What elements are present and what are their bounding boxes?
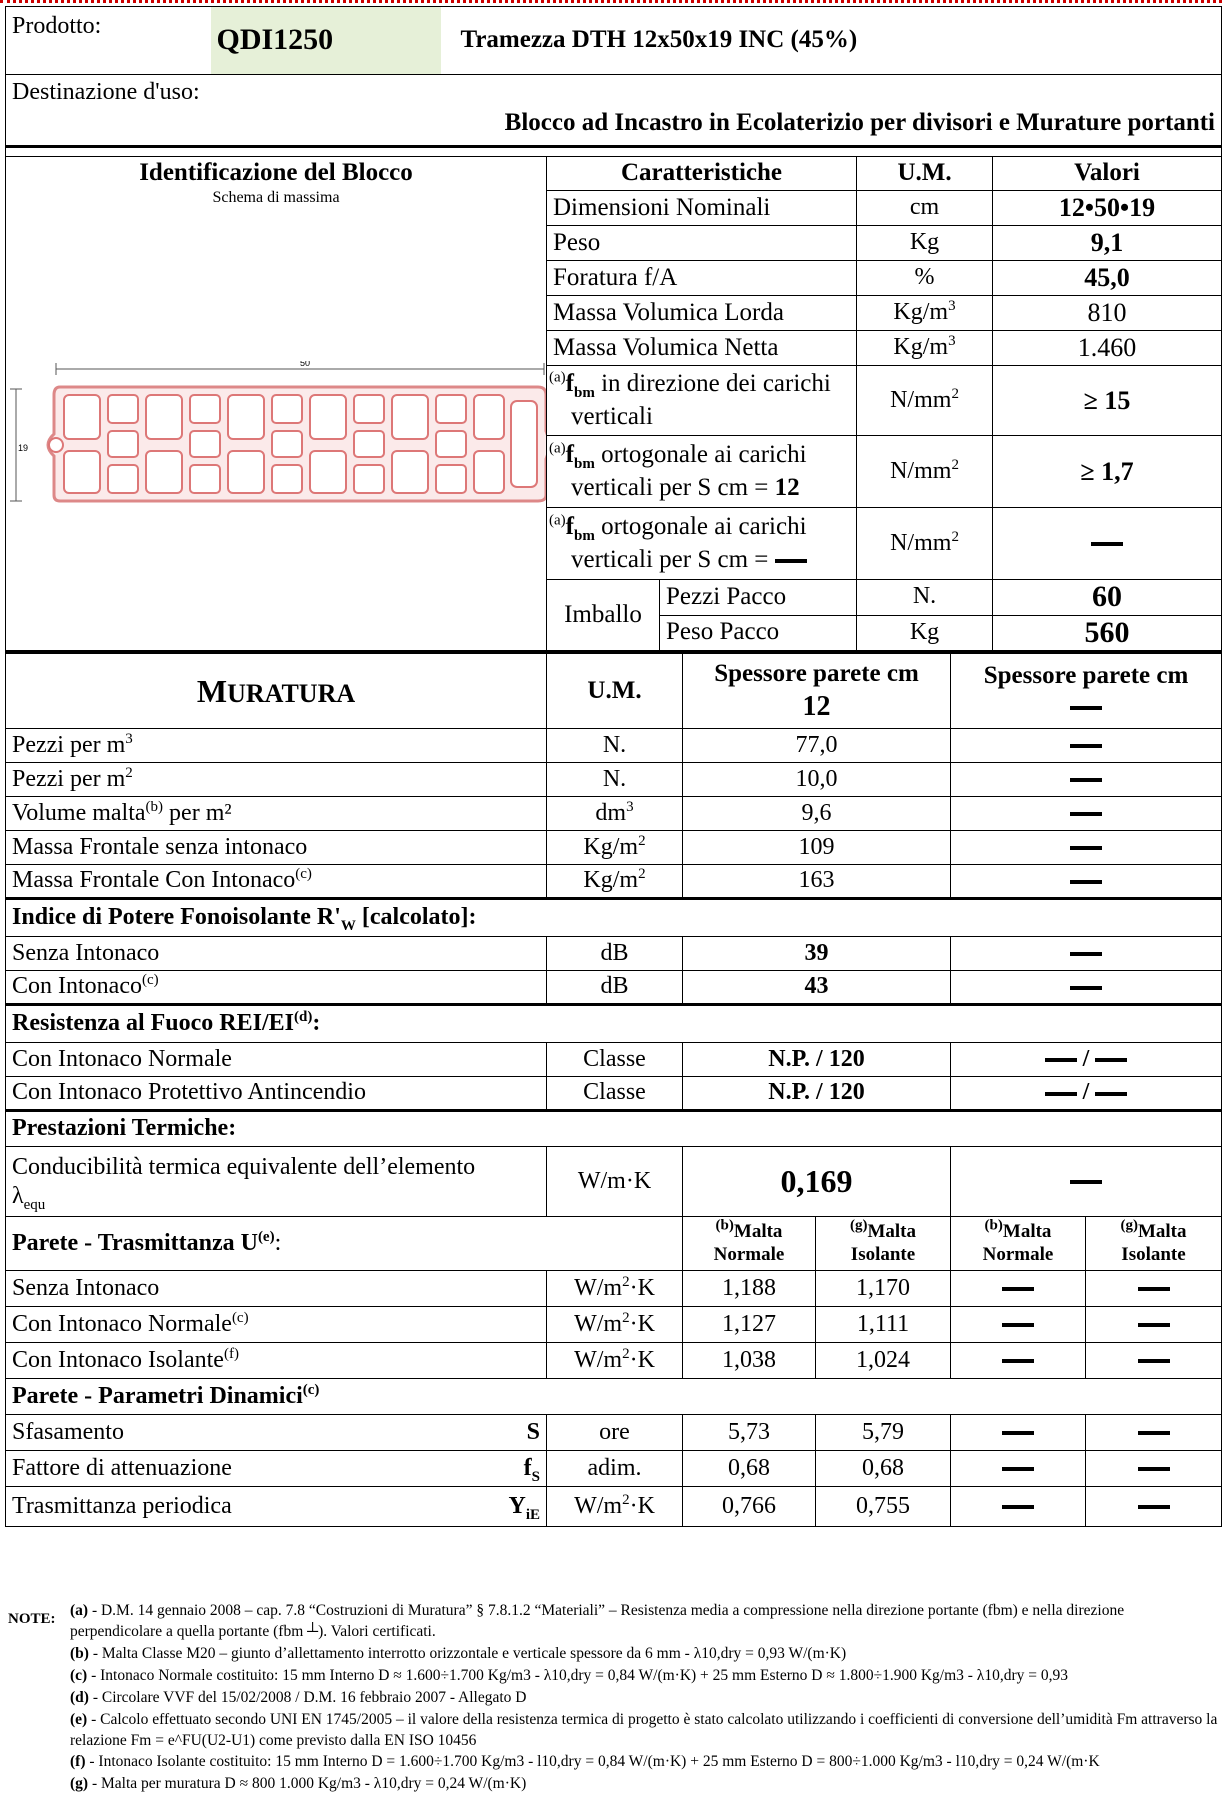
mur-na-2 bbox=[951, 797, 1222, 831]
prodotto-label: Prodotto: bbox=[6, 7, 211, 75]
fuoco-um-1: Classe bbox=[547, 1077, 683, 1111]
fbm-label-2: $^{(a)}f_{bm}$ ortogonale ai carichi verticali per S cm = bbox=[547, 508, 857, 580]
din-na1-1 bbox=[951, 1451, 1086, 1487]
din-na1-2 bbox=[951, 1487, 1086, 1527]
dash bbox=[775, 559, 807, 563]
mur-label-4: Massa Frontale Con Intonaco$^{(c)}$ bbox=[6, 865, 547, 899]
trasm-na1-2 bbox=[951, 1343, 1086, 1379]
fono-label-0: Senza Intonaco bbox=[6, 937, 547, 971]
fono-um-0: dB bbox=[547, 937, 683, 971]
mur-um-4: $Kg/m^2$ bbox=[547, 865, 683, 899]
fuoco-na-0: / bbox=[951, 1043, 1222, 1077]
fono-value-1: 43 bbox=[683, 971, 951, 1005]
fuoco-value-1: N.P. / 120 bbox=[683, 1077, 951, 1111]
char-um-1: Kg bbox=[857, 226, 993, 261]
mur-label-2: Volume malta$^{(b)}$ per m² bbox=[6, 797, 547, 831]
trasm-head-2: $^{(b)}$Malta Normale bbox=[951, 1217, 1086, 1271]
top-dotted-border bbox=[0, 0, 1222, 3]
cond-um: W/m·K bbox=[547, 1147, 683, 1217]
fono-value-0: 39 bbox=[683, 937, 951, 971]
trasm-v1-0: 1,188 bbox=[683, 1271, 816, 1307]
col-caratteristiche: Caratteristiche bbox=[547, 157, 857, 191]
datasheet bbox=[5, 6, 1222, 1527]
dash bbox=[1138, 1467, 1170, 1471]
schema-label: Schema di massima bbox=[212, 188, 340, 206]
din-v1-1: 0,68 bbox=[683, 1451, 816, 1487]
note-c: (c) - Intonaco Normale costituito: 15 mm Interno D ≈ 1.600÷1.700 Kg/m3 - λ10,dry = 0,84 W/(m·K) + 25 mm Esterno D ≈ 1.800÷1.900 Kg/m3 - λ10,dry = 0,93 bbox=[70, 1666, 1068, 1684]
trasm-na1-0 bbox=[951, 1271, 1086, 1307]
char-label-0: Dimensioni Nominali bbox=[547, 191, 857, 226]
fbm-um-0: $N/mm^2$ bbox=[857, 366, 993, 436]
mur-label-3: Massa Frontale senza intonaco bbox=[6, 831, 547, 865]
trasm-v1-2: 1,038 bbox=[683, 1343, 816, 1379]
dash bbox=[1002, 1467, 1034, 1471]
block-table bbox=[5, 156, 1222, 651]
fuoco-value-0: N.P. / 120 bbox=[683, 1043, 951, 1077]
dash bbox=[1045, 1092, 1077, 1096]
dash bbox=[1070, 952, 1102, 956]
muratura-table bbox=[5, 651, 1222, 1527]
dash bbox=[1095, 1092, 1127, 1096]
trasm-na2-0 bbox=[1086, 1271, 1222, 1307]
mur-um-2: $dm^3$ bbox=[547, 797, 683, 831]
dim-height: 19 bbox=[18, 442, 29, 453]
imballo-um-1: Kg bbox=[857, 615, 993, 651]
imballo-label-1: Peso Pacco bbox=[660, 615, 857, 651]
dash bbox=[1070, 1180, 1102, 1184]
col-valori: Valori bbox=[993, 157, 1222, 191]
din-v2-0: 5,79 bbox=[816, 1415, 951, 1451]
fbm-value-1: ≥ 1,7 bbox=[993, 436, 1222, 508]
note-e: (e) - Calcolo effettuato secondo UNI EN 1745/2005 – il valore della resistenza termica di progetto è stato calcolato utilizzando i coefficienti di conversione dell’umidità Fm attraverso la relazione Fm = e^FU(U2-U1) come previsto dalla EN ISO 10456 bbox=[70, 1710, 1218, 1749]
mur-value-2: 9,6 bbox=[683, 797, 951, 831]
dash bbox=[1070, 986, 1102, 990]
notes-label: NOTE: bbox=[8, 1611, 56, 1627]
dash bbox=[1070, 778, 1102, 782]
din-label-1: Fattore di attenuazione $f_S$ bbox=[6, 1451, 547, 1487]
fono-na-1 bbox=[951, 971, 1222, 1005]
dash bbox=[1138, 1431, 1170, 1435]
cond-label: Conducibilità termica equivalente dell’elemento $\lambda_{equ}$ bbox=[6, 1147, 547, 1217]
fono-um-1: dB bbox=[547, 971, 683, 1005]
dinamici-title: Parete - Parametri Dinamici$^{(c)}$ bbox=[6, 1379, 1222, 1415]
mur-value-0: 77,0 bbox=[683, 729, 951, 763]
imballo-label-0: Pezzi Pacco bbox=[660, 580, 857, 616]
muratura-title: MURATURA bbox=[6, 653, 547, 729]
mur-value-4: 163 bbox=[683, 865, 951, 899]
cond-na bbox=[951, 1147, 1222, 1217]
mur-na-0 bbox=[951, 729, 1222, 763]
mur-value-1: 10,0 bbox=[683, 763, 951, 797]
mur-label-0: Pezzi per $m^3$ bbox=[6, 729, 547, 763]
din-um-2: $W/m^2\cdot K$ bbox=[547, 1487, 683, 1527]
din-label-2: Trasmittanza periodica $Y_{iE}$ bbox=[6, 1487, 547, 1527]
din-um-1: adim. bbox=[547, 1451, 683, 1487]
muratura-um: U.M. bbox=[547, 653, 683, 729]
dash bbox=[1091, 542, 1123, 546]
trasm-head-1: $^{(g)}$Malta Isolante bbox=[816, 1217, 951, 1271]
destinazione-row bbox=[6, 75, 1222, 147]
char-value-0: 12•50•19 bbox=[993, 191, 1222, 226]
termiche-title: Prestazioni Termiche: bbox=[6, 1111, 1222, 1147]
destinazione-label: Destinazione d'uso: bbox=[12, 79, 200, 105]
din-label-0: Sfasamento S bbox=[6, 1415, 547, 1451]
dash bbox=[1070, 880, 1102, 884]
din-na1-0 bbox=[951, 1415, 1086, 1451]
fono-label-1: Con Intonaco$^{(c)}$ bbox=[6, 971, 547, 1005]
din-sym-1: $f_S$ bbox=[523, 1454, 540, 1485]
col-um: U.M. bbox=[857, 157, 993, 191]
trasm-label-1: Con Intonaco Normale$^{(c)}$ bbox=[6, 1307, 547, 1343]
mur-label-1: Pezzi per $m^2$ bbox=[6, 763, 547, 797]
imballo-value-1: 560 bbox=[993, 615, 1222, 651]
fuoco-label-1: Con Intonaco Protettivo Antincendio bbox=[6, 1077, 547, 1111]
col-spessore-12: Spessore parete cm 12 bbox=[683, 653, 951, 729]
dash bbox=[1138, 1359, 1170, 1363]
trasm-label-2: Con Intonaco Isolante$^{(f)}$ bbox=[6, 1343, 547, 1379]
trasm-na1-1 bbox=[951, 1307, 1086, 1343]
char-label-4: Massa Volumica Netta bbox=[547, 331, 857, 366]
din-na2-1 bbox=[1086, 1451, 1222, 1487]
fono-na-0 bbox=[951, 937, 1222, 971]
dash bbox=[1002, 1505, 1034, 1509]
din-um-0: ore bbox=[547, 1415, 683, 1451]
char-value-1: 9,1 bbox=[993, 226, 1222, 261]
product-code: QDI1250 bbox=[211, 7, 441, 75]
header-table bbox=[5, 6, 1222, 148]
dash bbox=[1138, 1505, 1170, 1509]
dash bbox=[1138, 1287, 1170, 1291]
trasm-um-1: $W/m^2\cdot K$ bbox=[547, 1307, 683, 1343]
trasm-title: Parete - Trasmittanza $U^{(e)}$: bbox=[6, 1217, 683, 1271]
fuoco-label-0: Con Intonaco Normale bbox=[6, 1043, 547, 1077]
char-label-3: Massa Volumica Lorda bbox=[547, 296, 857, 331]
block-drawing-cell bbox=[6, 188, 547, 651]
char-um-4: $Kg/m^3$ bbox=[857, 331, 993, 366]
trasm-head-3: $^{(g)}$Malta Isolante bbox=[1086, 1217, 1222, 1271]
mur-um-3: $Kg/m^2$ bbox=[547, 831, 683, 865]
trasm-um-2: $W/m^2\cdot K$ bbox=[547, 1343, 683, 1379]
mur-value-3: 109 bbox=[683, 831, 951, 865]
note-a: (a) - D.M. 14 gennaio 2008 – cap. 7.8 “Costruzioni di Muratura” § 7.8.1.2 “Materiali” – Resistenza media a compressione nella direzione portante (fbm) e nella direzione perpendicolare a quella portante (fbm ┴). Valori certificati. bbox=[70, 1602, 1125, 1640]
dash bbox=[1002, 1359, 1034, 1363]
mur-na-4 bbox=[951, 865, 1222, 899]
char-um-3: $Kg/m^3$ bbox=[857, 296, 993, 331]
trasm-head-0: $^{(b)}$Malta Normale bbox=[683, 1217, 816, 1271]
trasm-na2-1 bbox=[1086, 1307, 1222, 1343]
dash bbox=[1002, 1287, 1034, 1291]
ident-title: Identificazione del Blocco bbox=[6, 157, 547, 191]
din-v1-2: 0,766 bbox=[683, 1487, 816, 1527]
destinazione-value: Blocco ad Incastro in Ecolaterizio per divisori e Murature portanti bbox=[504, 108, 1215, 136]
imballo-um-0: N. bbox=[857, 580, 993, 616]
din-sym-0: S bbox=[526, 1418, 540, 1445]
fbm-label-1: $^{(a)}f_{bm}$ ortogonale ai carichi verticali per S cm = 12 bbox=[547, 436, 857, 508]
mur-na-3 bbox=[951, 831, 1222, 865]
fbm-um-2: $N/mm^2$ bbox=[857, 508, 993, 580]
trasm-v1-1: 1,127 bbox=[683, 1307, 816, 1343]
trasm-na2-2 bbox=[1086, 1343, 1222, 1379]
dash bbox=[1095, 1058, 1127, 1062]
note-f: (f) - Intonaco Isolante costituito: 15 mm Interno D = 1.600÷1.700 Kg/m3 - l10,dry = 0,84 W/(m·K) + 25 mm Esterno D = 800÷1.000 Kg/m3 - l10,dry = 0,24 W/(m·K bbox=[70, 1753, 1100, 1771]
din-sym-2: $Y_{iE}$ bbox=[508, 1492, 540, 1523]
fono-title: Indice di Potere Fonoisolante $R'_W$ [calcolato]: bbox=[6, 899, 1222, 937]
din-na2-0 bbox=[1086, 1415, 1222, 1451]
fbm-label-0: $^{(a)}f_{bm}$ in direzione dei carichi verticali bbox=[547, 366, 857, 436]
imballo-label: Imballo bbox=[547, 580, 660, 651]
dash bbox=[1002, 1323, 1034, 1327]
char-value-3: 810 bbox=[993, 296, 1222, 331]
dash bbox=[1002, 1431, 1034, 1435]
mur-na-1 bbox=[951, 763, 1222, 797]
trasm-v2-1: 1,111 bbox=[816, 1307, 951, 1343]
char-um-0: cm bbox=[857, 191, 993, 226]
din-v2-2: 0,755 bbox=[816, 1487, 951, 1527]
dim-length: 50 bbox=[300, 360, 311, 368]
dash bbox=[1070, 846, 1102, 850]
trasm-label-0: Senza Intonaco bbox=[6, 1271, 547, 1307]
block-drawing bbox=[6, 361, 546, 521]
product-name: Tramezza DTH 12x50x19 INC (45%) bbox=[441, 7, 1222, 75]
trasm-um-0: $W/m^2\cdot K$ bbox=[547, 1271, 683, 1307]
mur-um-1: N. bbox=[547, 763, 683, 797]
mur-um-0: N. bbox=[547, 729, 683, 763]
din-v2-1: 0,68 bbox=[816, 1451, 951, 1487]
char-value-2: 45,0 bbox=[993, 261, 1222, 296]
imballo-value-0: 60 bbox=[993, 580, 1222, 616]
fbm-value-0: ≥ 15 bbox=[993, 366, 1222, 436]
char-value-4: 1.460 bbox=[993, 331, 1222, 366]
dash bbox=[1070, 744, 1102, 748]
notes bbox=[5, 1601, 1220, 1796]
din-na2-2 bbox=[1086, 1487, 1222, 1527]
dash bbox=[1070, 706, 1102, 710]
dash bbox=[1070, 812, 1102, 816]
cond-value: 0,169 bbox=[683, 1147, 951, 1217]
fbm-um-1: $N/mm^2$ bbox=[857, 436, 993, 508]
char-label-2: Foratura f/A bbox=[547, 261, 857, 296]
note-g: (g) - Malta per muratura D ≈ 800 1.000 Kg/m3 - λ10,dry = 0,24 W/(m·K) bbox=[70, 1775, 527, 1793]
fuoco-na-1: / bbox=[951, 1077, 1222, 1111]
fuoco-title: Resistenza al Fuoco REI/EI$^{(d)}$: bbox=[6, 1005, 1222, 1043]
din-v1-0: 5,73 bbox=[683, 1415, 816, 1451]
dash bbox=[1138, 1323, 1170, 1327]
note-d: (d) - Circolare VVF del 15/02/2008 / D.M. 16 febbraio 2007 - Allegato D bbox=[70, 1688, 527, 1706]
fuoco-um-0: Classe bbox=[547, 1043, 683, 1077]
trasm-v2-2: 1,024 bbox=[816, 1343, 951, 1379]
trasm-v2-0: 1,170 bbox=[816, 1271, 951, 1307]
char-um-2: % bbox=[857, 261, 993, 296]
dash bbox=[1045, 1058, 1077, 1062]
fbm-value-2 bbox=[993, 508, 1222, 580]
note-b: (b) - Malta Classe M20 – giunto d’allettamento interrotto orizzontale e verticale spessore da 6 mm - λ10,dry = 0,93 W/(m·K) bbox=[70, 1644, 847, 1662]
char-label-1: Peso bbox=[547, 226, 857, 261]
col-spessore-na: Spessore parete cm bbox=[951, 653, 1222, 729]
